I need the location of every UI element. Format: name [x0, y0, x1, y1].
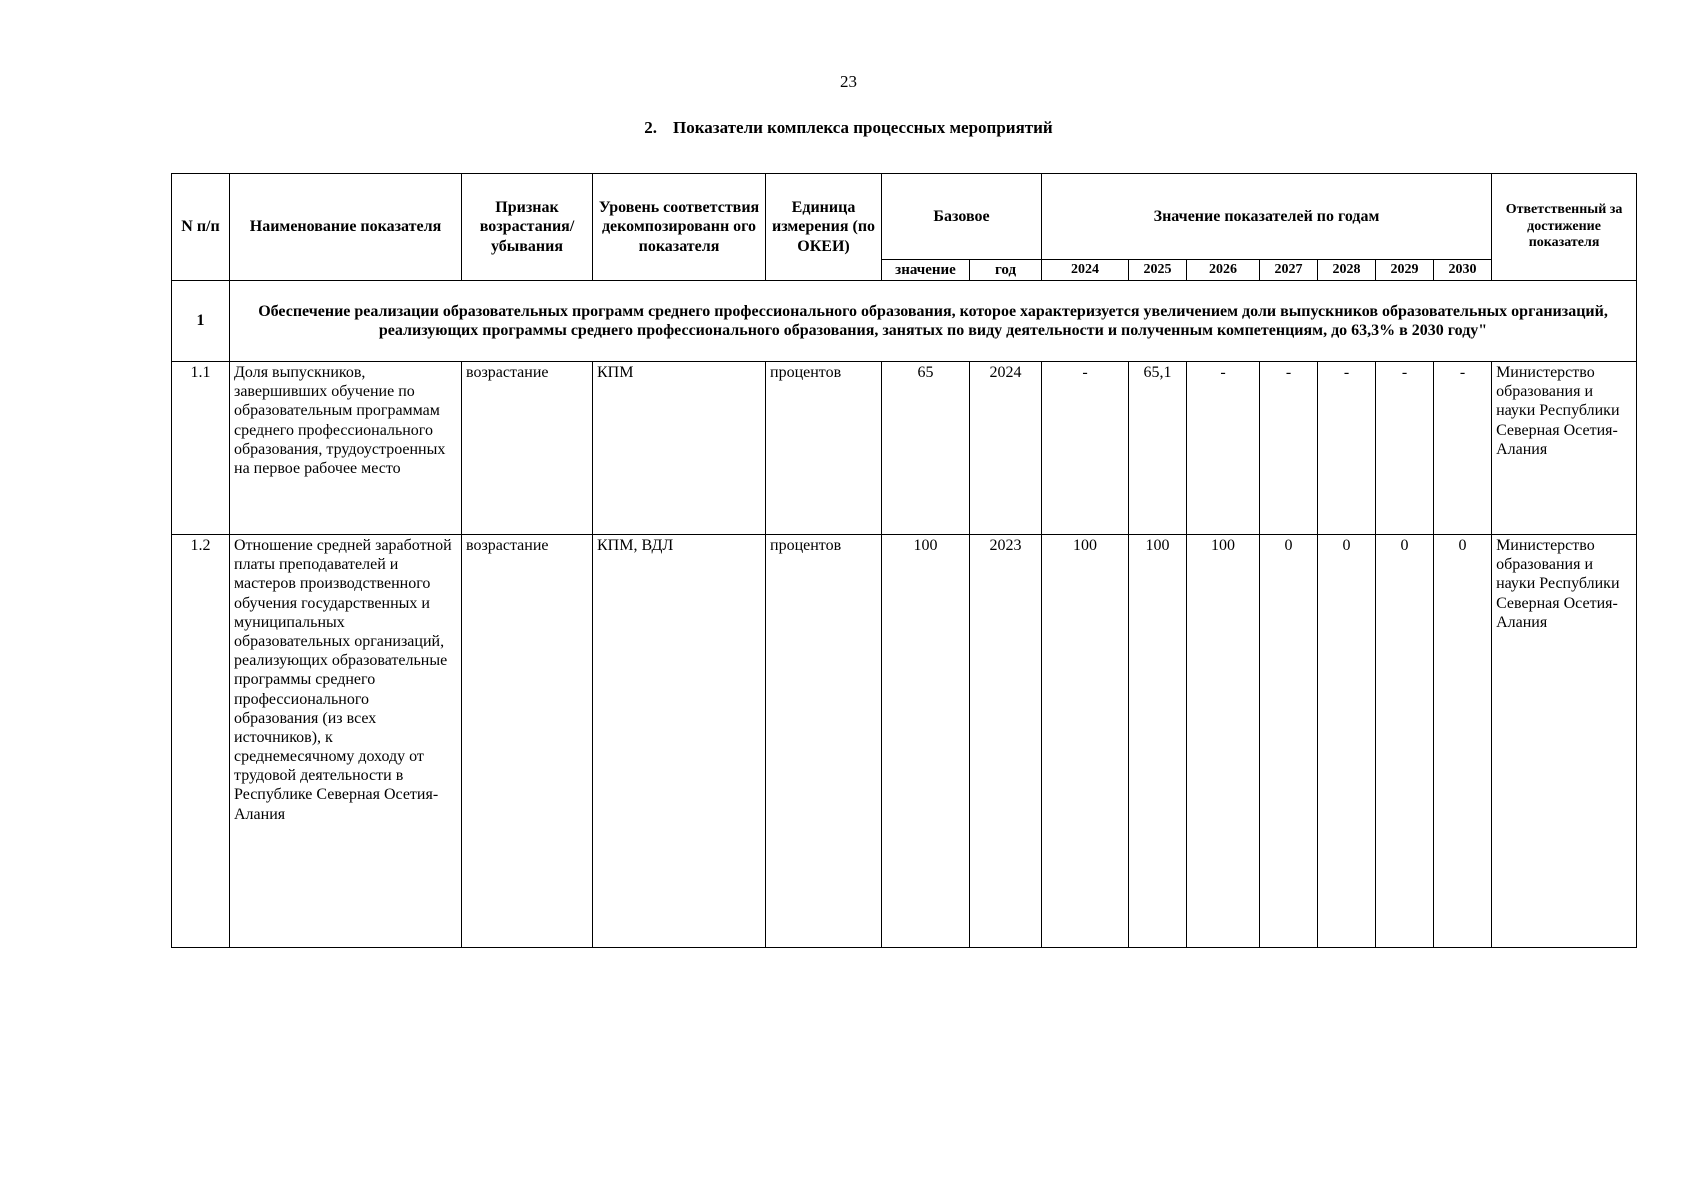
group-num: 1	[172, 281, 230, 362]
section-number: 2.	[644, 118, 658, 137]
header-base: Базовое	[882, 174, 1042, 260]
header-year: 2027	[1260, 260, 1318, 281]
row-trend: возрастание	[462, 362, 593, 535]
row-value-2030: -	[1434, 362, 1492, 535]
row-value-2026: 100	[1187, 535, 1260, 948]
row-value-2024: 100	[1042, 535, 1129, 948]
header-base-year: год	[970, 260, 1042, 281]
header-name: Наименование показателя	[230, 174, 462, 281]
header-year: 2025	[1129, 260, 1187, 281]
section-title	[0, 118, 1697, 138]
table-row	[172, 535, 1637, 948]
page-number: 23	[840, 72, 857, 91]
row-base-year: 2023	[970, 535, 1042, 948]
row-value-2029: -	[1376, 362, 1434, 535]
row-value-2028: 0	[1318, 535, 1376, 948]
row-unit: процентов	[766, 535, 882, 948]
row-num: 1.2	[172, 535, 230, 948]
row-value-2030: 0	[1434, 535, 1492, 948]
row-value-2025: 65,1	[1129, 362, 1187, 535]
row-level: КПМ	[593, 362, 766, 535]
row-trend: возрастание	[462, 535, 593, 948]
header-year: 2030	[1434, 260, 1492, 281]
section-title-text: Показатели комплекса процессных мероприятий	[673, 118, 1053, 137]
header-year: 2024	[1042, 260, 1129, 281]
row-base-value: 100	[882, 535, 970, 948]
row-value-2028: -	[1318, 362, 1376, 535]
row-value-2027: -	[1260, 362, 1318, 535]
row-base-year: 2024	[970, 362, 1042, 535]
header-year: 2026	[1187, 260, 1260, 281]
row-unit: процентов	[766, 362, 882, 535]
row-base-value: 65	[882, 362, 970, 535]
table-header-row	[172, 174, 1637, 260]
row-name: Доля выпускников, завершивших обучение по образовательным программам среднего профессионального образования, трудоустроенных на первое рабочее место	[230, 362, 462, 535]
row-value-2024: -	[1042, 362, 1129, 535]
row-value-2026: -	[1187, 362, 1260, 535]
header-base-value: значение	[882, 260, 970, 281]
indicators-table	[171, 173, 1637, 948]
row-responsible: Министерство образования и науки Республики Северная Осетия-Алания	[1492, 535, 1637, 948]
header-num: N п/п	[172, 174, 230, 281]
table-row	[172, 362, 1637, 535]
header-year: 2028	[1318, 260, 1376, 281]
row-num: 1.1	[172, 362, 230, 535]
table-group-row	[172, 281, 1637, 362]
header-responsible: Ответственный за достижение показателя	[1492, 174, 1637, 281]
header-years-group: Значение показателей по годам	[1042, 174, 1492, 260]
row-value-2029: 0	[1376, 535, 1434, 948]
row-name: Отношение средней заработной платы преподавателей и мастеров производственного обучения государственных и муниципальных образовательных организаций, реализующих образовательные программы среднего профессионального образования (из всех источников), к среднемесячному доходу от трудовой деятельности в Республике Северная Осетия-Алания	[230, 535, 462, 948]
header-year: 2029	[1376, 260, 1434, 281]
row-level: КПМ, ВДЛ	[593, 535, 766, 948]
header-unit: Единица измерения (по ОКЕИ)	[766, 174, 882, 281]
row-responsible: Министерство образования и науки Республики Северная Осетия-Алания	[1492, 362, 1637, 535]
header-level: Уровень соответствия декомпозированн ого показателя	[593, 174, 766, 281]
row-value-2027: 0	[1260, 535, 1318, 948]
header-trend: Признак возрастания/ убывания	[462, 174, 593, 281]
group-title: Обеспечение реализации образовательных программ среднего профессионального образования, которое характеризуется увеличением доли выпускников образовательных организаций, реализующих программы среднего профессионального образования, занятых по виду деятельности и полученным компетенциям, до 63,3% в 2030 году"	[230, 281, 1637, 362]
row-value-2025: 100	[1129, 535, 1187, 948]
